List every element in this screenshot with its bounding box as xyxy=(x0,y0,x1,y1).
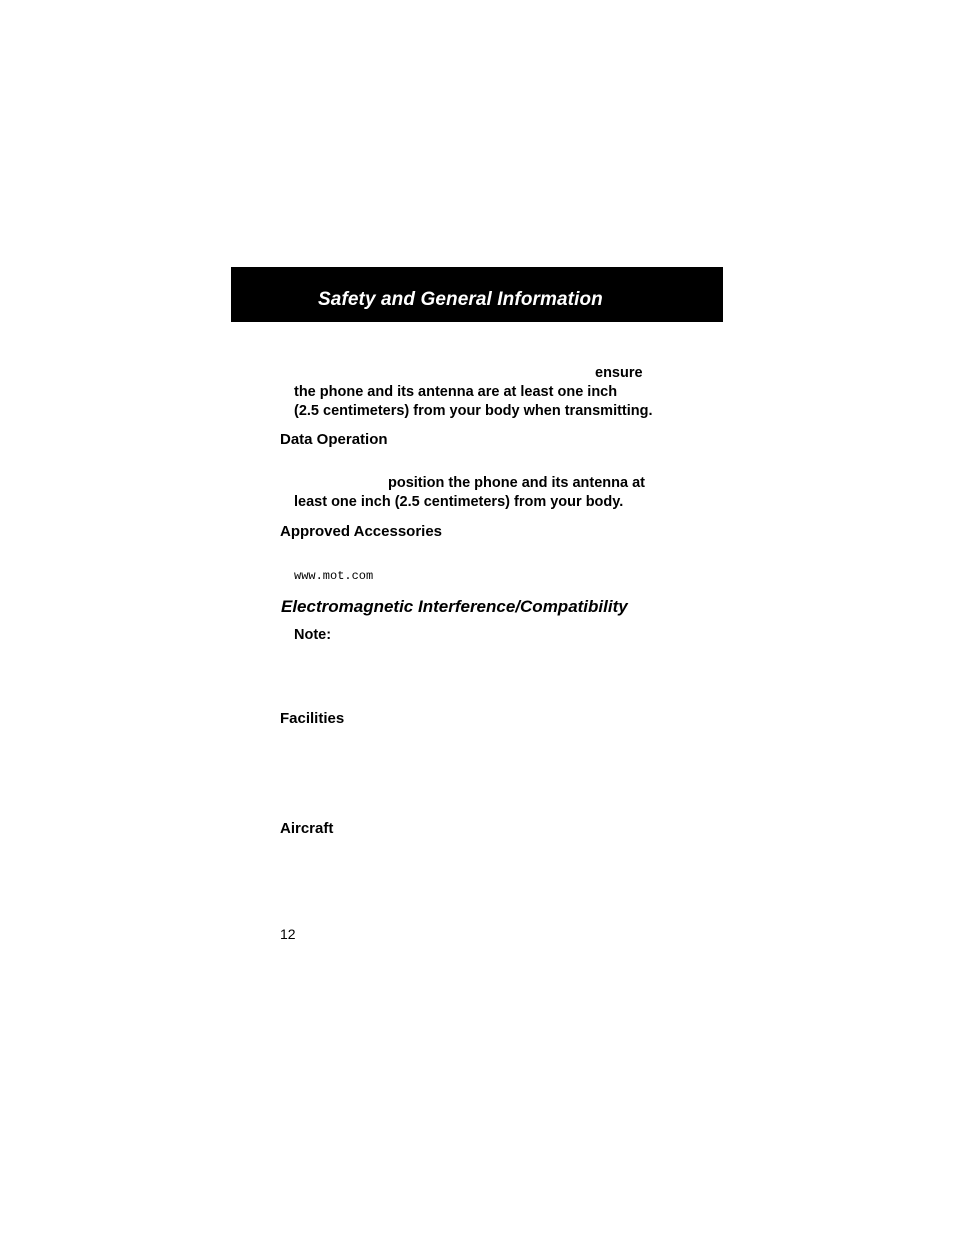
data-operation-text-line-2: least one inch (2.5 centimeters) from your body. xyxy=(294,494,624,510)
body-wear-text-line-2: the phone and its antenna are at least one inch xyxy=(294,384,618,400)
body-wear-text-line-3: (2.5 centimeters) from your body when transmitting. xyxy=(294,403,653,419)
emi-section-title: Electromagnetic Interference/Compatibility xyxy=(281,597,628,616)
page-number: 12 xyxy=(280,926,296,942)
data-operation-text-line-1: position the phone and its antenna at xyxy=(388,475,645,491)
website-url: www.mot.com xyxy=(294,569,374,583)
aircraft-heading: Aircraft xyxy=(280,820,334,837)
note-label: Note: xyxy=(294,627,332,643)
data-operation-heading: Data Operation xyxy=(280,431,388,448)
header-bar xyxy=(231,267,723,322)
facilities-heading: Facilities xyxy=(280,710,345,727)
page-title: Safety and General Information xyxy=(318,289,603,310)
approved-accessories-heading: Approved Accessories xyxy=(280,523,443,540)
body-wear-text-line-1: ensure xyxy=(595,365,643,381)
